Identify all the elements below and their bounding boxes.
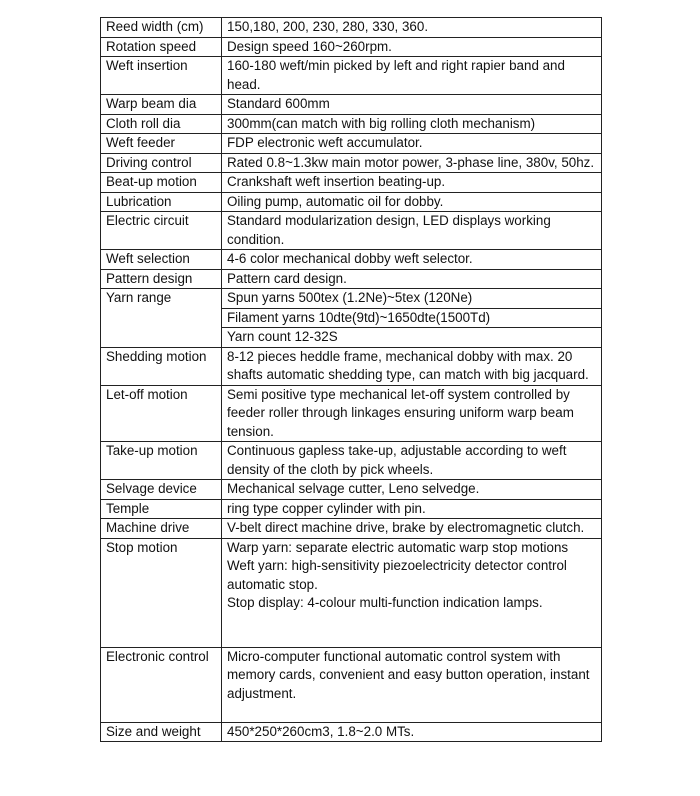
spec-row-shedding-motion (101, 347, 602, 385)
spec-label: Yarn range (101, 289, 222, 348)
spec-label: Machine drive (101, 519, 222, 539)
spec-value (222, 538, 602, 647)
spec-value: Design speed 160~260rpm. (222, 37, 602, 57)
spec-label: Weft feeder (101, 134, 222, 154)
spec-row-cloth-roll-dia (101, 114, 602, 134)
spec-value: Oiling pump, automatic oil for dobby. (222, 192, 602, 212)
spec-label: Pattern design (101, 269, 222, 289)
stop-motion-warp: Warp yarn: separate electric automatic warp stop motions (227, 539, 569, 555)
spec-label: Take-up motion (101, 442, 222, 480)
spec-label: Weft insertion (101, 57, 222, 95)
spec-row-stop-motion (101, 538, 602, 647)
spec-label: Temple (101, 499, 222, 519)
spec-label: Weft selection (101, 250, 222, 270)
spec-value: Standard 600mm (222, 95, 602, 115)
spec-row-temple (101, 499, 602, 519)
spec-row-beat-up-motion (101, 173, 602, 193)
spec-row-weft-insertion (101, 57, 602, 95)
spec-value: Pattern card design. (222, 269, 602, 289)
spec-value: Rated 0.8~1.3kw main motor power, 3-phase line, 380v, 50hz. (222, 153, 602, 173)
spec-row-let-off-motion (101, 385, 602, 442)
spec-value: 4-6 color mechanical dobby weft selector. (222, 250, 602, 270)
spec-value: Standard modularization design, LED displays working condition. (222, 212, 602, 250)
spec-label: Let-off motion (101, 385, 222, 442)
spec-value: Micro-computer functional automatic control system with memory cards, convenient and easy button operation, instant adjustment. (222, 647, 602, 722)
spec-value: V-belt direct machine drive, brake by electromagnetic clutch. (222, 519, 602, 539)
stop-motion-display: Stop display: 4-colour multi-function indication lamps. (227, 595, 543, 610)
spec-label: Reed width (cm) (101, 18, 222, 38)
spec-row-electric-circuit (101, 212, 602, 250)
spec-value: Spun yarns 500tex (1.2Ne)~5tex (120Ne) (222, 289, 602, 309)
spec-row-pattern-design (101, 269, 602, 289)
spec-row-size-and-weight (101, 722, 602, 742)
spec-row-reed-width (101, 18, 602, 38)
spec-label: Cloth roll dia (101, 114, 222, 134)
spec-row-warp-beam-dia (101, 95, 602, 115)
spec-label: Beat-up motion (101, 173, 222, 193)
spec-value: Filament yarns 10dte(9td)~1650dte(1500Td) (222, 308, 602, 328)
spec-value: Continuous gapless take-up, adjustable according to weft density of the cloth by pick wheels. (222, 442, 602, 480)
spec-value: Semi positive type mechanical let-off system controlled by feeder roller through linkages ensuring uniform warp beam tension. (222, 385, 602, 442)
spec-value: Mechanical selvage cutter, Leno selvedge. (222, 480, 602, 500)
spec-label: Size and weight (101, 722, 222, 742)
spec-row-selvage-device (101, 480, 602, 500)
spec-row-lubrication (101, 192, 602, 212)
spec-row-weft-selection (101, 250, 602, 270)
spec-row-yarn-range (101, 289, 602, 309)
spec-value: 150,180, 200, 230, 280, 330, 360. (222, 18, 602, 38)
spec-label: Stop motion (101, 538, 222, 647)
spec-value: ring type copper cylinder with pin. (222, 499, 602, 519)
spec-label: Electronic control (101, 647, 222, 722)
spec-value: FDP electronic weft accumulator. (222, 134, 602, 154)
specification-table (100, 17, 602, 742)
spec-row-rotation-speed (101, 37, 602, 57)
spec-value: Yarn count 12-32S (222, 328, 602, 348)
spec-value: 300mm(can match with big rolling cloth mechanism) (222, 114, 602, 134)
spec-label: Shedding motion (101, 347, 222, 385)
specification-table-body (101, 18, 602, 742)
spec-value: 160-180 weft/min picked by left and right rapier band and head. (222, 57, 602, 95)
spec-value: 8-12 pieces heddle frame, mechanical dobby with max. 20 shafts automatic shedding type, can match with big jacquard. (222, 347, 602, 385)
spec-row-take-up-motion (101, 442, 602, 480)
spec-label: Warp beam dia (101, 95, 222, 115)
spec-label: Lubrication (101, 192, 222, 212)
spec-row-electronic-control (101, 647, 602, 722)
spec-label: Selvage device (101, 480, 222, 500)
spec-row-machine-drive (101, 519, 602, 539)
spec-value: 450*250*260cm3, 1.8~2.0 MTs. (222, 722, 602, 742)
spec-row-driving-control (101, 153, 602, 173)
spec-label: Rotation speed (101, 37, 222, 57)
spec-label: Electric circuit (101, 212, 222, 250)
spec-value: Crankshaft weft insertion beating-up. (222, 173, 602, 193)
stop-motion-weft: Weft yarn: high-sensitivity piezoelectricity detector control automatic stop. (227, 558, 567, 592)
spec-label: Driving control (101, 153, 222, 173)
spec-row-weft-feeder (101, 134, 602, 154)
